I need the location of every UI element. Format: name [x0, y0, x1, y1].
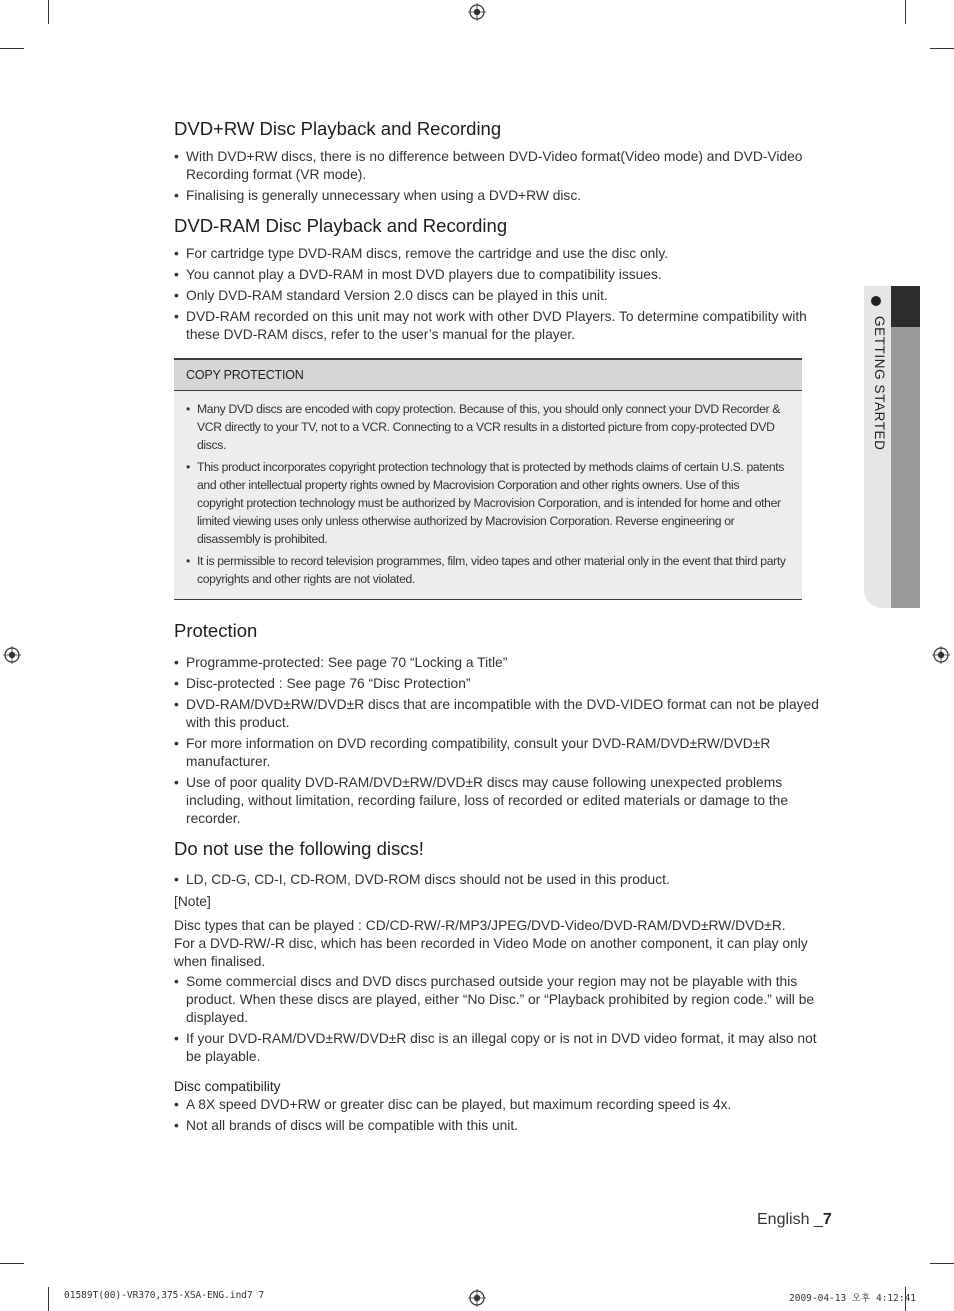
copy-protection-box: [174, 358, 802, 600]
list-item: • Use of poor quality DVD-RAM/DVD±RW/DVD±R discs may cause following unexpected problems including, without limitation, recording failure, loss of recorded or edited materials or damage to the recorder.: [174, 774, 829, 828]
section-disc-compatibility: [174, 1078, 829, 1135]
section-title: DVD-RAM Disc Playback and Recording: [174, 215, 508, 237]
side-tab-stripe: [891, 286, 920, 608]
note-text: Disc types that can be played : CD/CD-RW/-R/MP3/JPEG/DVD-Video/DVD-RAM/DVD±RW/DVD±R.: [174, 917, 786, 933]
crop-mark: [0, 48, 24, 49]
list-item: • Not all brands of discs will be compatible with this unit.: [174, 1117, 829, 1135]
page-language: English _: [757, 1211, 823, 1228]
section-subtitle: Disc compatibility: [174, 1078, 281, 1094]
list-item: • Only DVD-RAM standard Version 2.0 discs can be played in this unit.: [174, 287, 829, 305]
page-number: [757, 1211, 832, 1229]
list-item: • DVD-RAM/DVD±RW/DVD±R discs that are incompatible with the DVD-VIDEO format can not be played with this product.: [174, 696, 829, 732]
bullet-list: [174, 148, 829, 205]
section-title: DVD+RW Disc Playback and Recording: [174, 118, 502, 139]
crop-mark: [0, 1263, 24, 1264]
bullet-list: [174, 871, 829, 889]
section-title: Do not use the following discs!: [174, 837, 424, 859]
list-item: • Programme-protected: See page 70 “Locking a Title”: [174, 654, 829, 672]
registration-mark-icon: [468, 1289, 486, 1307]
bullet-list: [174, 391, 802, 599]
footer-timestamp: 2009-04-13 오후 4:12:41: [789, 1293, 917, 1304]
bullet-list: [174, 654, 829, 828]
list-item: • This product incorporates copyright protection technology that is protected by methods claims of certain U.S. patents and other intellectual property rights owned by Macrovision Corporation and other rights owners. Use of this copyright protection technology must be authorized by Macrovision Corporation, and is intended for home and other limited viewing uses only unless otherwise authorized by Macrovision Corporation. Reverse engineering or disassembly is prohibited.: [186, 458, 786, 548]
list-item: • For more information on DVD recording compatibility, consult your DVD-RAM/DVD±RW/DVD±R manufacturer.: [174, 735, 829, 771]
crop-mark: [48, 0, 49, 24]
list-item: • For cartridge type DVD-RAM discs, remove the cartridge and use the disc only.: [174, 245, 829, 263]
list-item: • LD, CD-G, CD-I, CD-ROM, DVD-ROM discs should not be used in this product.: [174, 871, 829, 889]
registration-mark-icon: [468, 3, 486, 21]
section-dvdrw: [174, 118, 829, 205]
list-item: • With DVD+RW discs, there is no difference between DVD-Video format(Video mode) and DVD-Video Recording format (VR mode).: [174, 148, 829, 184]
copy-protection-title: COPY PROTECTION: [174, 360, 802, 391]
bullet-dot-icon: [871, 296, 881, 306]
crop-mark: [48, 1287, 49, 1311]
list-item: • A 8X speed DVD+RW or greater disc can be played, but maximum recording speed is 4x.: [174, 1096, 829, 1114]
note-label: [Note]: [174, 893, 211, 909]
section-do-not-use: [174, 838, 829, 1066]
page-number-value: 7: [822, 1211, 832, 1228]
bullet-list: [174, 1096, 829, 1135]
footer-file-info: 01589T(00)-VR370,375-XSA-ENG.ind7 7: [64, 1290, 265, 1301]
list-item: • DVD-RAM recorded on this unit may not work with other DVD Players. To determine compatibility with these DVD-RAM discs, refer to the user’s manual for the player.: [174, 308, 829, 344]
registration-mark-icon: [3, 646, 21, 664]
section-dvdram: [174, 215, 829, 344]
list-item: • Many DVD discs are encoded with copy protection. Because of this, you should only connect your DVD Recorder & VCR directly to your TV, not to a VCR. Connecting to a VCR results in a distorted picture from copy-protected DVD discs.: [186, 400, 786, 454]
crop-mark: [905, 0, 906, 24]
section-title: Protection: [174, 620, 258, 642]
list-item: • Disc-protected : See page 76 “Disc Protection”: [174, 675, 829, 693]
list-item: • If your DVD-RAM/DVD±RW/DVD±R disc is an illegal copy or is not in DVD video format, it may also not be playable.: [174, 1030, 829, 1066]
section-protection: [174, 620, 829, 827]
crop-mark: [930, 48, 954, 49]
side-tab-marker: [891, 286, 920, 327]
crop-mark: [930, 1263, 954, 1264]
list-item: • Finalising is generally unnecessary when using a DVD+RW disc.: [174, 187, 829, 205]
bullet-list: [174, 973, 829, 1066]
list-item: • It is permissible to record television programmes, film, video tapes and other material only in the event that third party copyrights and other rights are not violated.: [186, 552, 786, 588]
side-tab-label: GETTING STARTED: [872, 316, 887, 451]
list-item: • Some commercial discs and DVD discs purchased outside your region may not be playable with this product. When these discs are played, either “No Disc.” or “Playback prohibited by region code.” will be displayed.: [174, 973, 829, 1027]
page-content: [174, 118, 829, 1138]
registration-mark-icon: [932, 646, 950, 664]
list-item: • You cannot play a DVD-RAM in most DVD players due to compatibility issues.: [174, 266, 829, 284]
note-text: For a DVD-RW/-R disc, which has been recorded in Video Mode on another component, it can play only when finalised.: [174, 935, 808, 969]
bullet-list: [174, 245, 829, 344]
